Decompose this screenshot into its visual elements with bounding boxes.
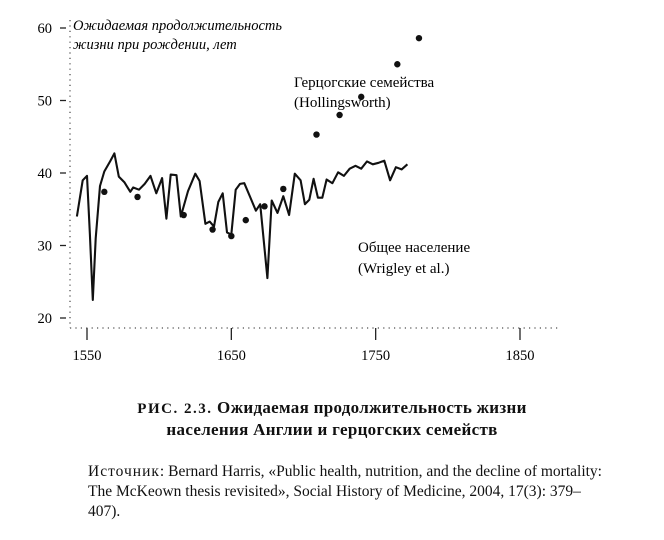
data-point-ducal-families bbox=[280, 186, 286, 192]
data-point-ducal-families bbox=[313, 131, 319, 137]
y-tick-label: 30 bbox=[37, 238, 52, 255]
ducal-label-line2: (Hollingsworth) bbox=[294, 95, 391, 111]
y-ticks bbox=[38, 21, 67, 327]
data-point-ducal-families bbox=[228, 233, 234, 239]
general-label-line1: Общее население bbox=[358, 240, 471, 256]
x-ticks bbox=[73, 328, 535, 364]
data-point-ducal-families bbox=[394, 61, 400, 67]
data-point-ducal-families bbox=[134, 194, 140, 200]
y-axis-title-line1: Ожидаемая продолжительность bbox=[73, 18, 282, 34]
data-point-ducal-families bbox=[261, 203, 267, 209]
general-label-line2: (Wrigley et al.) bbox=[358, 261, 450, 277]
x-tick-label: 1550 bbox=[72, 348, 102, 364]
y-tick-label: 60 bbox=[37, 21, 52, 37]
source-label: Источник bbox=[88, 463, 160, 480]
ducal-label-line1: Герцогские семейства bbox=[294, 75, 435, 91]
y-tick-label: 20 bbox=[37, 311, 52, 327]
x-tick-label: 1850 bbox=[505, 348, 535, 364]
data-point-ducal-families bbox=[181, 212, 187, 218]
figure-title-line1: Ожидаемая продолжительность жизни bbox=[217, 398, 527, 417]
figure-title-line2: населения Англии и герцогских семейств bbox=[166, 420, 498, 439]
source-note bbox=[88, 462, 608, 522]
data-point-ducal-families bbox=[209, 226, 215, 232]
data-point-ducal-families bbox=[101, 189, 107, 195]
figure-number: РИС. 2.3. bbox=[137, 401, 213, 417]
y-tick-label: 50 bbox=[37, 93, 52, 110]
series-line-general-population bbox=[77, 153, 408, 300]
data-point-ducal-families bbox=[416, 35, 422, 41]
data-point-ducal-families bbox=[243, 217, 249, 223]
figure-caption-line2 bbox=[0, 420, 664, 440]
y-tick-label: 40 bbox=[37, 166, 52, 182]
x-tick-label: 1750 bbox=[361, 348, 391, 364]
x-tick-label: 1650 bbox=[216, 348, 246, 364]
annotations bbox=[294, 75, 470, 277]
figure-caption bbox=[0, 398, 664, 418]
y-axis-title-line2: жизни при рождении, лет bbox=[73, 37, 237, 53]
source-text: : Bernard Harris, «Public health, nutrition, and the decline of mortality: The McKeown thesis revisited», Social History of Medicine, 2004, 17(3): 379–407). bbox=[88, 463, 602, 520]
data-point-ducal-families bbox=[336, 112, 342, 118]
y-axis-title bbox=[73, 18, 282, 53]
